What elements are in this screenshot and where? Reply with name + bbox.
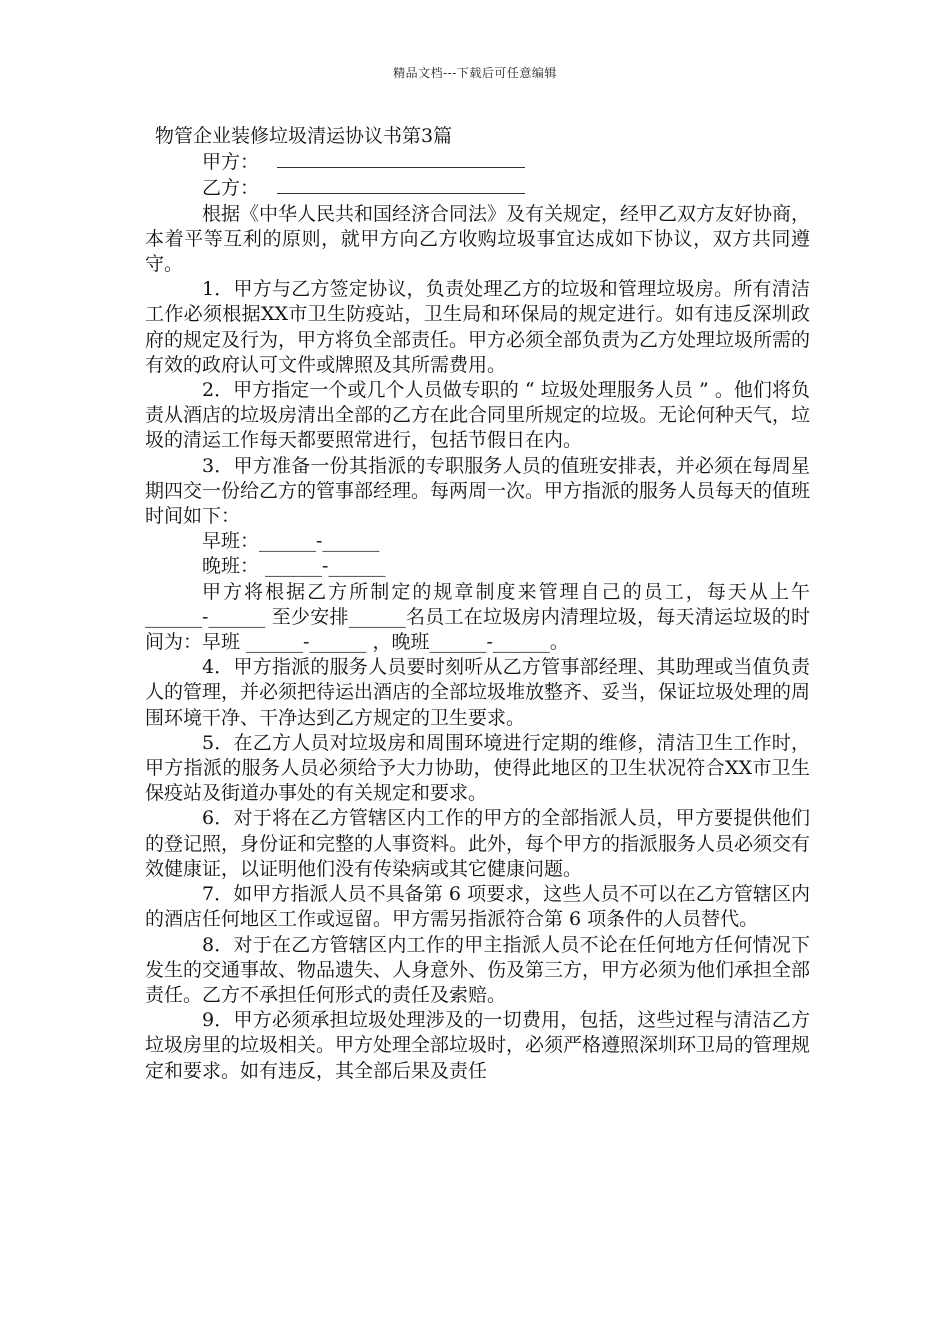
paragraph-9: 9．甲方必须承担垃圾处理涉及的一切费用，包括，这些过程与清洁乙方垃圾房里的垃圾相关。甲方处理全部垃圾时，必须严格遵照深圳环卫局的管理规定和要求。如有违反，其全部后果及责任 <box>145 1009 811 1082</box>
page-header: 精品文档---下载后可任意编辑 <box>393 66 557 80</box>
party-a-label: 甲方： <box>202 151 260 174</box>
paragraph-intro: 根据《中华人民共和国经济合同法》及有关规定，经甲乙双方友好协商，本着平等互利的原则，就甲方向乙方收购垃圾事宜达成如下协议，双方共同遵守。 <box>145 202 811 276</box>
document-body <box>145 124 810 1084</box>
paragraph-8: 8．对于在乙方管辖区内工作的甲主指派人员不论在任何地方任何情况下发生的交通事故、物品遗失、人身意外、伤及第三方，甲方必须为他们承担全部责任。乙方不承担任何形式的责任及索赔。 <box>145 933 811 1006</box>
party-b-blank[interactable] <box>277 175 525 194</box>
paragraph-7: 7．如甲方指派人员不具备第 6 项要求，这些人员不可以在乙方管辖区内的酒店任何地区工作或逗留。甲方需另指派符合第 6 项条件的人员替代。 <box>145 883 810 931</box>
paragraph-4: 4．甲方指派的服务人员要时刻听从乙方管事部经理、其助理或当值负责人的管理，并必须把待运出酒店的全部垃圾堆放整齐、妥当，保证垃圾处理的周围环境干净、干净达到乙方规定的卫生要求。 <box>145 656 811 729</box>
paragraph-6: 6．对于将在乙方管辖区内工作的甲方的全部指派人员，甲方要提供他们的登记照，身份证和完整的人事资料。此外，每个甲方的指派服务人员必须交有效健康证，以证明他们没有传染病或其它健康问题。 <box>145 807 811 880</box>
document-title: 物管企业装修垃圾清运协议书第3篇 <box>155 125 453 147</box>
party-b-field <box>145 175 810 201</box>
party-a-blank[interactable] <box>277 149 525 168</box>
party-a-field <box>145 149 810 175</box>
paragraph-5: 5．在乙方人员对垃圾房和周围环境进行定期的维修，清洁卫生工作时，甲方指派的服务人员必须给予大力协助，使得此地区的卫生状况符合XX市卫生保疫站及街道办事处的有关规定和要求。 <box>145 731 810 805</box>
paragraph-1: 1．甲方与乙方签定协议，负责处理乙方的垃圾和管理垃圾房。所有清洁工作必须根据XX市卫生防疫站，卫生局和环保局的规定进行。如有违反深圳政府的规定及行为，甲方将负全部责任。甲方必须全部负责为乙方处理垃圾所需的有效的政府认可文件或牌照及其所需费用。 <box>145 278 811 376</box>
paragraph-3b: 甲方将根据乙方所制定的规章制度来管理自己的员工，每天从上午 ______-______ 至少安排______名员工在垃圾房内清理垃圾，每天清运垃圾的时间为：早班 ______-______ ，晚班______-______。 <box>145 580 810 654</box>
party-b-label: 乙方： <box>202 177 260 200</box>
evening-shift-line: 晚班： ______-______ <box>202 555 386 578</box>
morning-shift-line: 早班：______-______ <box>202 530 380 553</box>
paragraph-2: 2．甲方指定一个或几个人员做专职的 “ 垃圾处理服务人员 ” 。他们将负责从酒店的垃圾房清出全部的乙方在此合同里所规定的垃圾。无论何种天气，垃圾的清运工作每天都要照常进行，包括节假日在内。 <box>145 379 811 452</box>
paragraph-3: 3．甲方准备一份其指派的专职服务人员的值班安排表，并必须在每周星期四交一份给乙方的管事部经理。每两周一次。甲方指派的服务人员每天的值班时间如下： <box>145 454 811 528</box>
